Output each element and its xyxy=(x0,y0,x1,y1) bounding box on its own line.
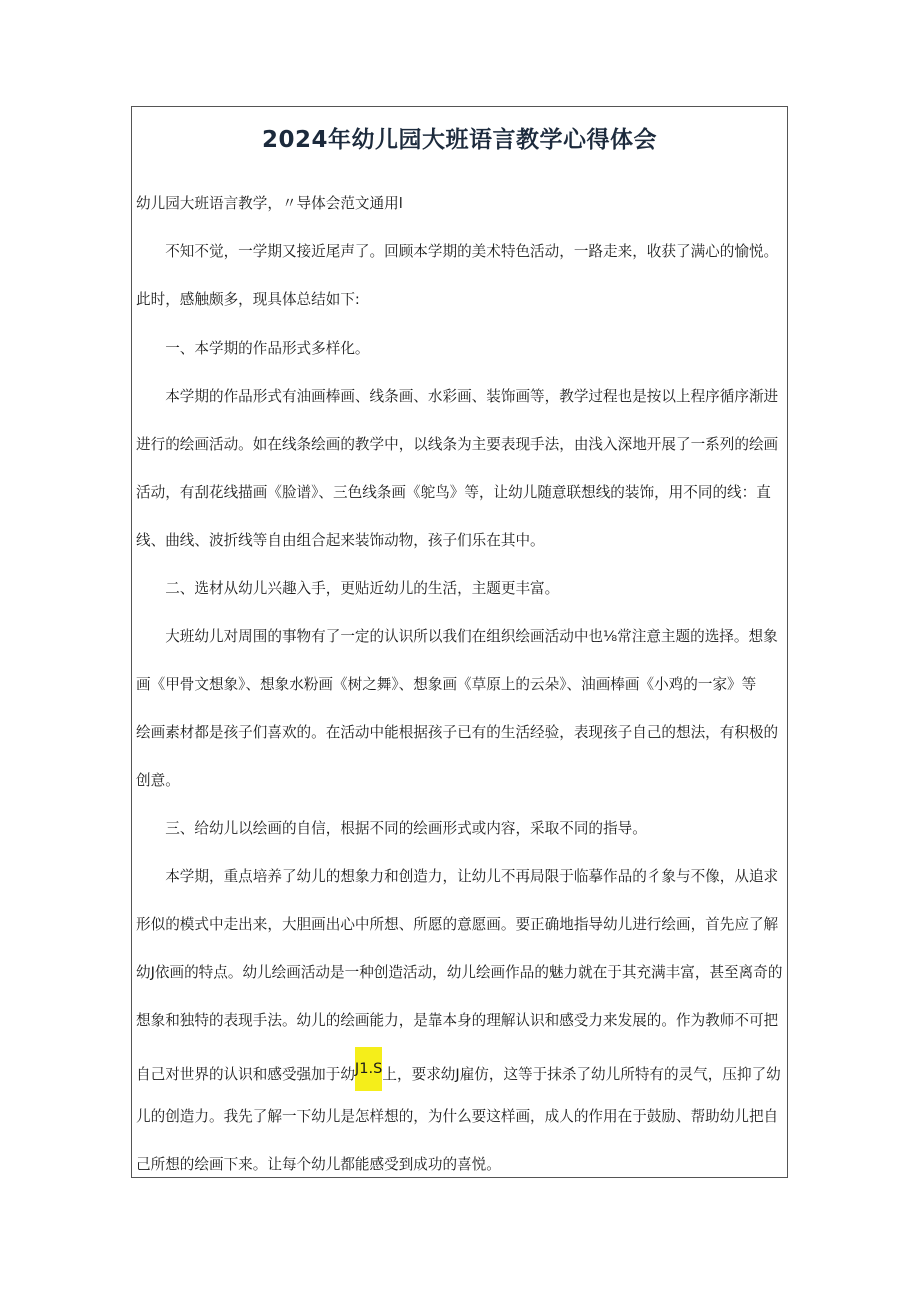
paragraph-line: 想象和独特的表现手法。幼儿的绘画能力，是靠本身的理解认识和感受力来发展的。作为教师不可把 xyxy=(136,1012,779,1029)
highlight-mark: J1.S xyxy=(355,1047,383,1091)
paragraph-line: 儿的创造力。我先了解一下幼儿是怎样想的，为什么要这样画，成人的作用在于鼓励、帮助幼儿把自 xyxy=(136,1108,779,1125)
paragraph-line: 大班幼儿对周围的事物有了一定的认识所以我们在组织绘画活动中也⅛常注意主题的选择。想象 xyxy=(136,628,778,645)
section-heading: 一、本学期的作品形式多样化。 xyxy=(136,340,370,357)
line-text-before: 自己对世界的认识和感受强加于幼 xyxy=(136,1066,355,1083)
section-heading: 三、给幼儿以绘画的自信，根据不同的绘画形式或内容，采取不同的指导。 xyxy=(136,820,647,837)
paragraph-line: 不知不觉，一学期又接近尾声了。回顾本学期的美术特色活动，一路走来，收获了满心的愉悦。 xyxy=(136,243,779,260)
paragraph-line: 进行的绘画活动。如在线条绘画的教学中，以线条为主要表现手法，由浅入深地开展了一系列的绘画 xyxy=(136,436,779,453)
paragraph-line: 此时，感触颇多，现具体总结如下: xyxy=(136,291,360,308)
subtitle-line: 幼儿园大班语言教学，〃导体会范文通用l xyxy=(136,195,403,212)
paragraph-line-highlighted xyxy=(136,1059,786,1091)
line-text-after: 上，要求幼J雇仿，这等于抹杀了幼儿所特有的灵气，压抑了幼 xyxy=(382,1066,781,1083)
section-heading: 二、选材从幼儿兴趣入手，更贴近幼儿的生活，主题更丰富。 xyxy=(136,580,560,597)
paragraph-line: 形似的模式中走出来，大胆画出心中所想、所愿的意愿画。要正确地指导幼儿进行绘画，首先应了解 xyxy=(136,916,779,933)
paragraph-line: 绘画素材都是孩子们喜欢的。在活动中能根据孩子已有的生活经验，表现孩子自己的想法，有积极的 xyxy=(136,724,779,741)
paragraph-line: 己所想的绘画下来。让每个幼儿都能感受到成功的喜悦。 xyxy=(136,1156,501,1173)
paragraph-line: 幼J依画的特点。幼儿绘画活动是一种创造活动，幼儿绘画作品的魅力就在于其充满丰富，甚至离奇的 xyxy=(136,964,783,981)
document-title: 2024年幼儿园大班语言教学心得体会 xyxy=(261,127,657,153)
paragraph-line: 本学期，重点培养了幼儿的想象力和创造力，让幼儿不再局限于临摹作品的彳象与不像，从追求 xyxy=(136,868,779,885)
paragraph-line: 本学期的作品形式有油画棒画、线条画、水彩画、装饰画等，教学过程也是按以上程序循序渐进 xyxy=(136,388,779,405)
document-frame xyxy=(131,106,788,1178)
paragraph-line: 活动，有刮花线描画《脸谱》、三色线条画《鸵鸟》等，让幼儿随意联想线的装饰，用不同的线：直 xyxy=(136,484,771,501)
paragraph-line: 线、曲线、波折线等自由组合起来装饰动物，孩子们乐在其中。 xyxy=(136,532,545,549)
paragraph-line: 创意。 xyxy=(136,772,180,789)
paragraph-line: 画《甲骨文想象》、想象水粉画《树之舞》、想象画《草原上的云朵》、油画棒画《小鸡的一家》等 xyxy=(136,676,757,693)
